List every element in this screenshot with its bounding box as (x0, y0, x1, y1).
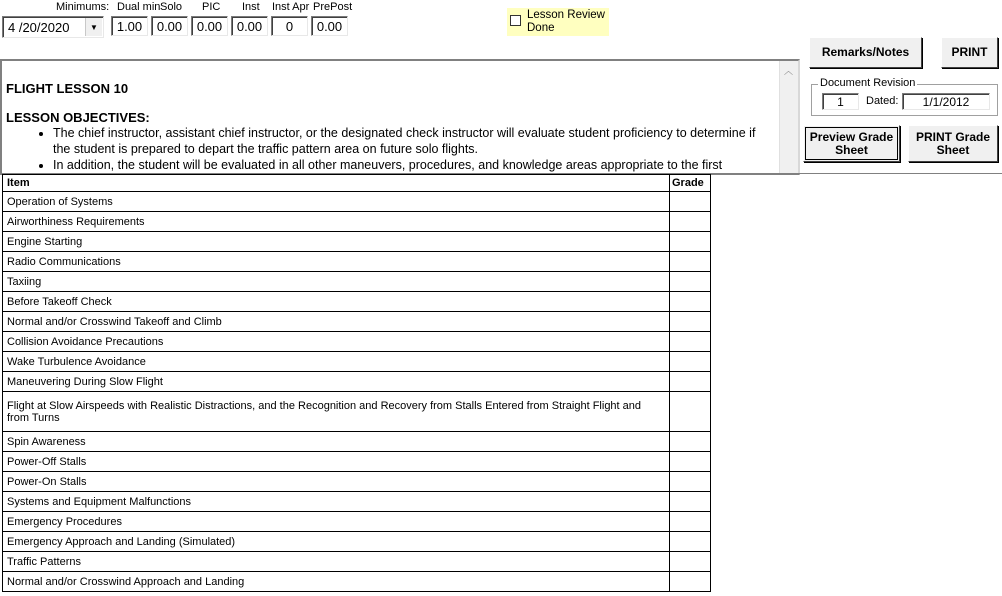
item-cell: Systems and Equipment Malfunctions (3, 492, 670, 512)
revision-field[interactable]: 1 (822, 93, 859, 110)
item-cell: Emergency Procedures (3, 512, 670, 532)
item-cell: Radio Communications (3, 252, 670, 272)
item-cell: Operation of Systems (3, 192, 670, 212)
remarks-notes-button[interactable]: Remarks/Notes (809, 37, 922, 68)
objectives-heading: LESSON OBJECTIVES: (6, 110, 150, 125)
table-row[interactable] (3, 232, 711, 252)
item-cell: Airworthiness Requirements (3, 212, 670, 232)
table-row[interactable] (3, 572, 711, 592)
table-row[interactable] (3, 472, 711, 492)
print-grade-sheet-button[interactable] (908, 125, 998, 162)
inst-field[interactable]: 0.00 (231, 16, 268, 36)
item-cell: Before Takeoff Check (3, 292, 670, 312)
item-column-header: Item (3, 175, 670, 192)
table-row[interactable] (3, 452, 711, 472)
table-row[interactable] (3, 352, 711, 372)
item-cell: Normal and/or Crosswind Approach and Landing (3, 572, 670, 592)
pic-field[interactable]: 0.00 (191, 16, 228, 36)
lesson-review-checkbox[interactable] (507, 8, 609, 36)
preview-sheet-label: Sheet (835, 142, 868, 157)
grade-cell[interactable] (670, 232, 711, 252)
dated-label: Dated: (866, 95, 899, 107)
table-row[interactable] (3, 292, 711, 312)
grade-cell[interactable] (670, 472, 711, 492)
prepost-label: PrePost (313, 1, 353, 13)
grade-cell[interactable] (670, 532, 711, 552)
item-cell: Engine Starting (3, 232, 670, 252)
date-value: 4 /20/2020 (8, 19, 70, 35)
objectives-list (6, 125, 774, 173)
item-cell: Wake Turbulence Avoidance (3, 352, 670, 372)
table-row[interactable] (3, 552, 711, 572)
list-item: • In addition, the student will be evaluated in all other maneuvers, procedures, and knowledge areas appropriate to the first (53, 157, 774, 173)
lesson-title: FLIGHT LESSON 10 (6, 81, 129, 96)
checkbox-icon[interactable] (510, 15, 521, 26)
list-item: • The chief instructor, assistant chief instructor, or the designated check instructor will evaluate student proficiency to determine if the student is prepared to depart the traffic pattern area on future solo flights. (53, 125, 774, 157)
item-cell: Spin Awareness (3, 432, 670, 452)
document-revision-title: Document Revision (820, 77, 916, 89)
item-cell: Power-Off Stalls (3, 452, 670, 472)
inst-label: Inst (242, 1, 260, 13)
table-row[interactable] (3, 372, 711, 392)
grade-cell[interactable] (670, 252, 711, 272)
lesson-review-label: Lesson Review (527, 9, 605, 21)
preview-grade-label: Preview Grade (809, 129, 894, 144)
grade-cell[interactable] (670, 332, 711, 352)
item-cell: Power-On Stalls (3, 472, 670, 492)
table-row[interactable] (3, 212, 711, 232)
lesson-review-label-done: Done (527, 22, 555, 34)
grade-cell[interactable] (670, 432, 711, 452)
preview-grade-sheet-button[interactable] (803, 125, 900, 162)
grade-cell[interactable] (670, 492, 711, 512)
lesson-text-area[interactable] (0, 59, 800, 175)
grade-cell[interactable] (670, 572, 711, 592)
grade-cell[interactable] (670, 452, 711, 472)
prepost-field[interactable]: 0.00 (311, 16, 348, 36)
grade-cell[interactable] (670, 512, 711, 532)
minimums-label: Minimums: (56, 1, 110, 13)
table-row[interactable] (3, 312, 711, 332)
grade-cell[interactable] (670, 312, 711, 332)
item-cell: Flight at Slow Airspeeds with Realistic Distractions, and the Recognition and Recovery from Stalls Entered from Straight Flight and from Turns (3, 392, 670, 432)
print-sheet-label: Sheet (936, 142, 970, 157)
item-cell: Taxiing (3, 272, 670, 292)
table-row[interactable] (3, 272, 711, 292)
item-cell: Emergency Approach and Landing (Simulated) (3, 532, 670, 552)
grade-cell[interactable] (670, 392, 711, 432)
inst-apr-field[interactable]: 0 (271, 16, 308, 36)
table-row[interactable] (3, 332, 711, 352)
dual-min-field[interactable]: 1.00 (111, 16, 148, 36)
dated-field[interactable]: 1/1/2012 (902, 93, 990, 110)
grade-column-header: Grade (670, 175, 711, 192)
grade-cell[interactable] (670, 552, 711, 572)
grade-cell[interactable] (670, 212, 711, 232)
grade-cell[interactable] (670, 372, 711, 392)
solo-label: Solo (160, 1, 183, 13)
inst-apr-label: Inst Apr (272, 1, 310, 13)
chevron-down-icon[interactable]: ▼ (85, 18, 102, 36)
item-cell: Normal and/or Crosswind Takeoff and Climb (3, 312, 670, 332)
print-button[interactable]: PRINT (941, 37, 998, 68)
item-cell: Collision Avoidance Precautions (3, 332, 670, 352)
item-cell: Maneuvering During Slow Flight (3, 372, 670, 392)
table-row[interactable] (3, 492, 711, 512)
grade-cell[interactable] (670, 272, 711, 292)
vertical-scrollbar[interactable] (779, 61, 798, 175)
dual-min-label: Dual min (117, 1, 161, 13)
table-row[interactable] (3, 432, 711, 452)
item-cell: Traffic Patterns (3, 552, 670, 572)
solo-field[interactable]: 0.00 (151, 16, 188, 36)
grade-cell[interactable] (670, 292, 711, 312)
chevron-up-icon[interactable]: ︿ (784, 66, 794, 76)
grade-cell[interactable] (670, 352, 711, 372)
table-row[interactable] (3, 252, 711, 272)
table-row[interactable] (3, 532, 711, 552)
print-grade-label: PRINT Grade (915, 129, 990, 144)
document-revision-group (811, 77, 998, 116)
table-row[interactable] (3, 192, 711, 212)
date-dropdown[interactable] (2, 16, 104, 38)
table-row[interactable] (3, 392, 711, 432)
table-row[interactable] (3, 512, 711, 532)
grade-cell[interactable] (670, 192, 711, 212)
pic-label: PIC (202, 1, 221, 13)
grade-table (2, 174, 711, 592)
